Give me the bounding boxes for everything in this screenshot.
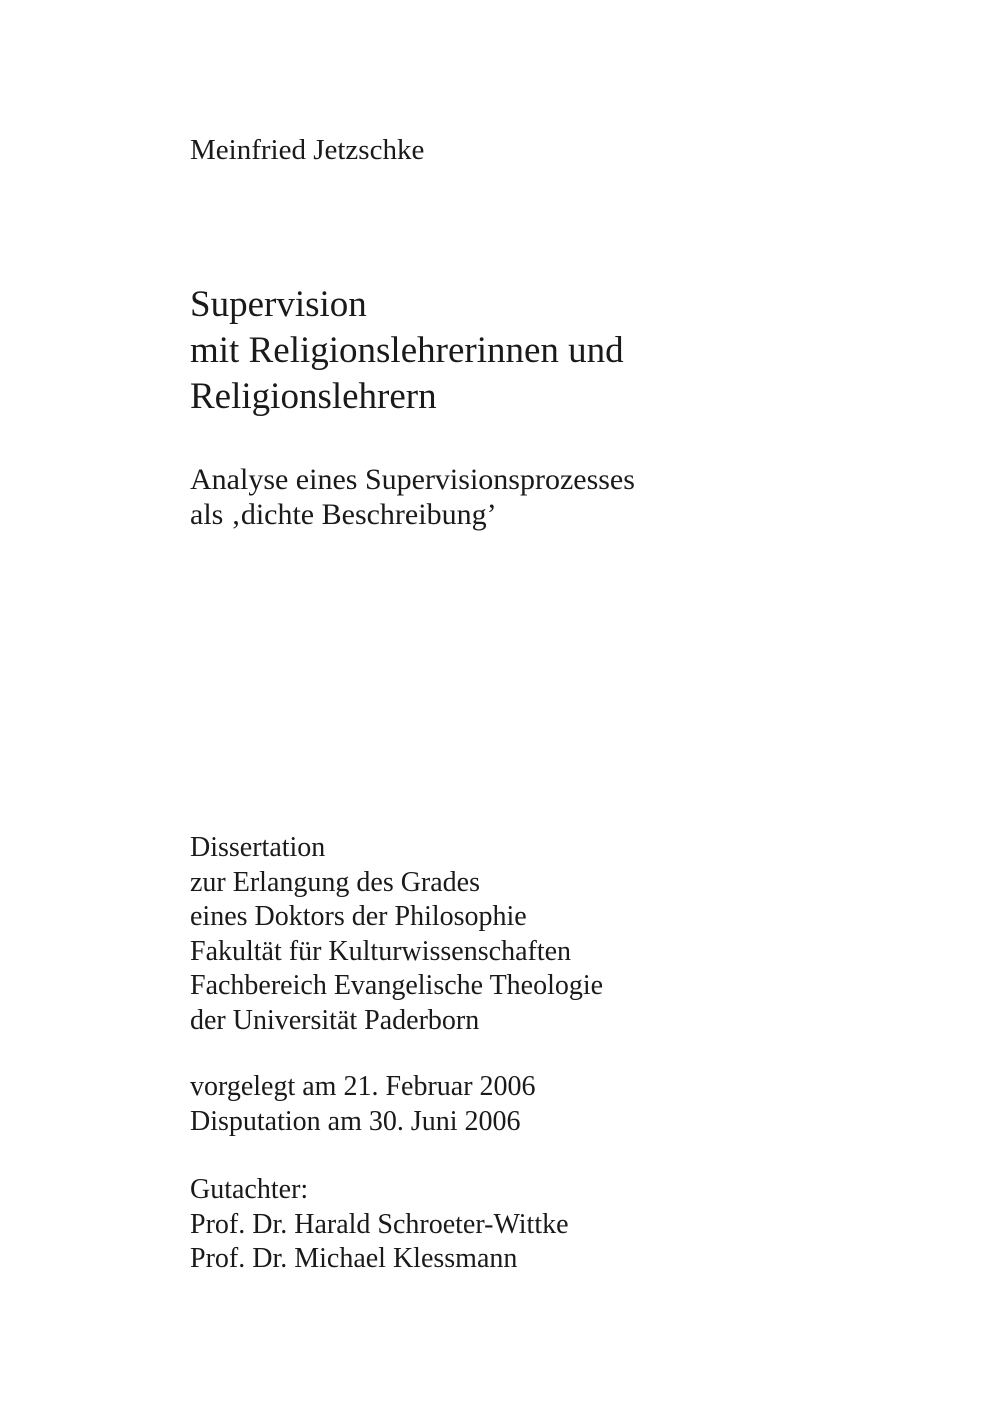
reviewer-name: Prof. Dr. Harald Schroeter-Wittke [190, 1208, 569, 1240]
subtitle-line: als ‚dichte Beschreibung’ [190, 498, 497, 531]
reviewers-heading: Gutachter: [190, 1174, 309, 1205]
subtitle-line: Analyse eines Supervisionsprozesses [190, 463, 635, 496]
dissertation-line: eines Doktors der Philosophie [190, 901, 527, 932]
dissertation-line: Dissertation [190, 832, 326, 863]
title-line: mit Religionslehrerinnen und [190, 330, 624, 371]
document-subtitle [190, 462, 635, 532]
date-line: Disputation am 30. Juni 2006 [190, 1105, 521, 1137]
dissertation-line: Fachbereich Evangelische Theologie [190, 970, 604, 1001]
submission-dates [190, 1070, 536, 1139]
dissertation-line: Fakultät für Kulturwissenschaften [190, 935, 572, 967]
reviewers-list [190, 1173, 569, 1277]
reviewer-name: Prof. Dr. Michael Klessmann [190, 1243, 518, 1274]
title-line: Religionslehrern [190, 376, 437, 417]
dissertation-statement [190, 831, 603, 1038]
dissertation-line: zur Erlangung des Grades [190, 866, 481, 898]
author-name: Meinfried Jetzschke [190, 134, 425, 166]
date-line: vorgelegt am 21. Februar 2006 [190, 1071, 536, 1102]
dissertation-line: der Universität Paderborn [190, 1004, 480, 1036]
title-line: Supervision [190, 284, 367, 325]
document-title [190, 282, 624, 420]
